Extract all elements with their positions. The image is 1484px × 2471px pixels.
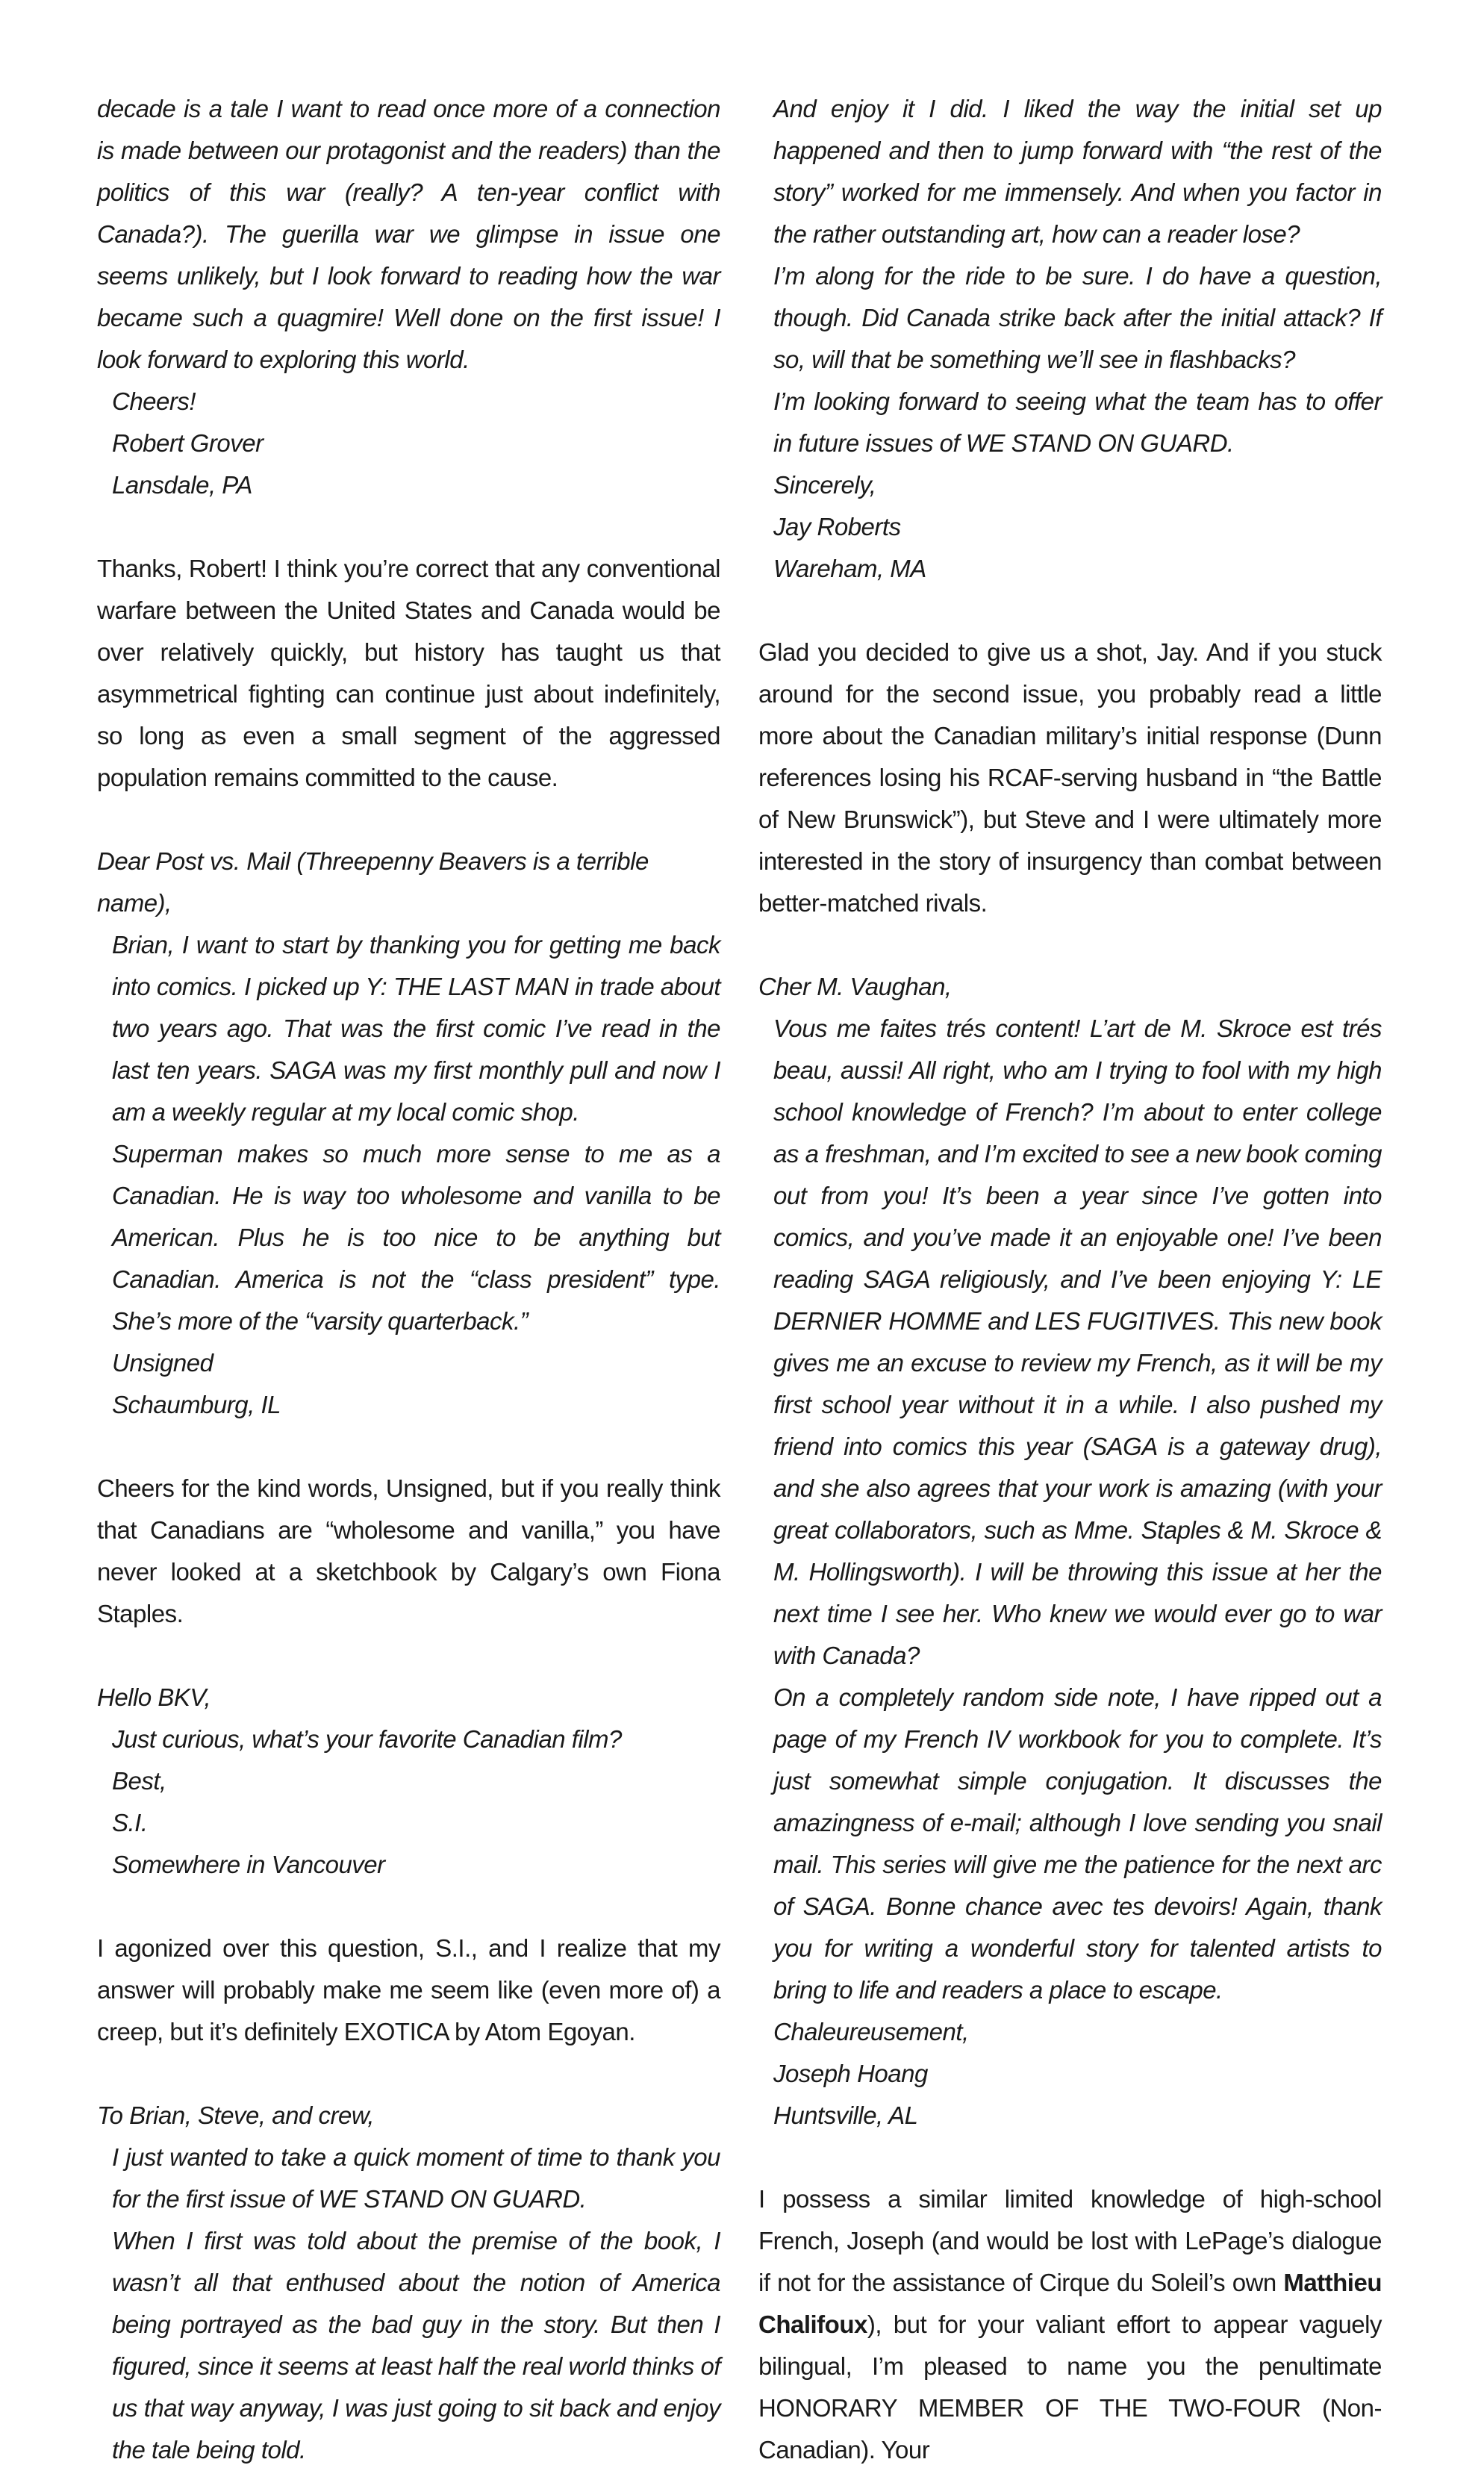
letter-body: And enjoy it I did. I liked the way the initial set up happened and then to jump forward with “the rest of the story” worked for me immensely. And when you factor in the rather outstanding art, how can a reader lose? (773, 95, 1382, 248)
editor-reply-text: I possess a similar limited knowledge of high-school French, Joseph (and would be lost with LePage’s dialogue if not for the assistance of Cirque du Soleil’s own (758, 2185, 1382, 2296)
editor-reply: Cheers for the kind words, Unsigned, but if you really think that Canadians are “wholesome and vanilla,” you have never looked at a sketchbook by Calgary’s own Fiona Staples. (97, 1474, 720, 1627)
letter-signature: S.I. (112, 1809, 148, 1836)
letter-signature: Robert Grover (112, 429, 264, 457)
editor-reply: Glad you decided to give us a shot, Jay. And if you stuck around for the second issue, you probably read a little more about the Canadian military’s initial response (Dunn references losing his RCAF-serving husband in “the Battle of New Brunswick”), but Steve and I were ultimately more interested in the story of insurgency than combat between better-matched rivals. (758, 638, 1382, 917)
letter-body: Brian, I want to start by thanking you for getting me back into comics. I picked up Y: THE LAST MAN in trade about two years ago. That was the first comic I’ve read in the last ten years. SAGA was my first monthly pull and now I am a weekly regular at my local comic shop. (112, 931, 720, 1126)
highlighted-name: Matthieu Chalifoux (758, 2269, 1382, 2338)
letter-location: Wareham, MA (773, 555, 926, 582)
letter-closing: Chaleureusement, (773, 2018, 969, 2045)
letter-body: On a completely random side note, I have ripped out a page of my French IV workbook for you to complete. It’s just somewhat simple conjugation. It discusses the amazingness of e-mail; although I love sending you snail mail. This series will give me the patience for the next arc of SAGA. Bonne chance avec tes devoirs! Again, thank you for writing a wonderful story for talented artists to bring to life and readers a place to escape. (773, 1683, 1382, 2004)
letter-body: Superman makes so much more sense to me as a Canadian. He is way too wholesome and vanilla to be American. Plus he is too nice to be anything but Canadian. America is not the “class president” type. She’s more of the “varsity quarterback.” (112, 1140, 720, 1335)
letter-salutation: Cher M. Vaughan, (758, 973, 952, 1000)
letter-body: decade is a tale I want to read once more of a connection is made between our protagonist and the readers) than the politics of this war (really? A ten-year conflict with Canada?). The guerilla war we glimpse in issue one seems unlikely, but I look forward to reading how the war became such a quagmire! Well done on the first issue! I look forward to exploring this world. (97, 95, 720, 373)
left-column (97, 88, 720, 2471)
editor-reply-text: ), but for your valiant effort to appear vaguely bilingual, I’m pleased to name you the penultimate HONORARY MEMBER OF THE TWO-FOUR (Non-Canadian). Your (758, 2310, 1382, 2464)
letter-closing: Cheers! (112, 387, 196, 415)
letter-body: I’m looking forward to seeing what the team has to offer in future issues of WE STAND ON GUARD. (773, 387, 1382, 457)
editor-reply: I agonized over this question, S.I., and I realize that my answer will probably make me seem like (even more of) a creep, but it’s definitely EXOTICA by Atom Egoyan. (97, 1934, 720, 2045)
letter-signature: Joseph Hoang (773, 2060, 928, 2087)
letter-signature: Unsigned (112, 1349, 213, 1377)
letter-location: Schaumburg, IL (112, 1391, 281, 1418)
letter-closing: Best, (112, 1767, 166, 1795)
right-column (758, 88, 1382, 2471)
letter-signature: Jay Roberts (773, 513, 901, 540)
letter-closing: Sincerely, (773, 471, 876, 499)
letter-salutation: Dear Post vs. Mail (Threepenny Beavers is a terrible name), (97, 847, 649, 917)
letter-location: Somewhere in Vancouver (112, 1851, 385, 1878)
letter-salutation: To Brian, Steve, and crew, (97, 2101, 374, 2129)
letter-body: When I first was told about the premise of the book, I wasn’t all that enthused about the notion of America being portrayed as the bad guy in the story. But then I figured, since it seems at least half the real world thinks of us that way anyway, I was just going to sit back and enjoy the tale being told. (112, 2227, 720, 2464)
letter-body: Just curious, what’s your favorite Canadian film? (112, 1725, 622, 1753)
letter-location: Lansdale, PA (112, 471, 252, 499)
letter-body: I’m along for the ride to be sure. I do have a question, though. Did Canada strike back after the initial attack? If so, will that be something we’ll see in flashbacks? (773, 262, 1382, 373)
letter-location: Huntsville, AL (773, 2101, 918, 2129)
editor-reply (758, 2178, 1382, 2471)
letter-body: I just wanted to take a quick moment of time to thank you for the first issue of WE STAND ON GUARD. (112, 2143, 720, 2213)
letter-body: Vous me faites trés content! L’art de M. Skroce est trés beau, aussi! All right, who am I trying to fool with my high school knowledge of French? I’m about to enter college as a freshman, and I’m excited to see a new book coming out from you! It’s been a year since I’ve gotten into comics, and you’ve made it an enjoyable one! I’ve been reading SAGA religiously, and I’ve been enjoying Y: LE DERNIER HOMME and LES FUGITIVES. This new book gives me an excuse to review my French, as it will be my first school year without it in a while. I also pushed my friend into comics this year (SAGA is a gateway drug), and she also agrees that your work is amazing (with your great collaborators, such as Mme. Staples & M. Skroce & M. Hollingsworth). I will be throwing this issue at her the next time I see her. Who knew we would ever go to war with Canada? (773, 1015, 1382, 1669)
editor-reply: Thanks, Robert! I think you’re correct that any conventional warfare between the United States and Canada would be over relatively quickly, but history has taught us that asymmetrical fighting can continue just about indefinitely, so long as even a small segment of the aggressed population remains committed to the cause. (97, 555, 720, 791)
letter-salutation: Hello BKV, (97, 1683, 211, 1711)
